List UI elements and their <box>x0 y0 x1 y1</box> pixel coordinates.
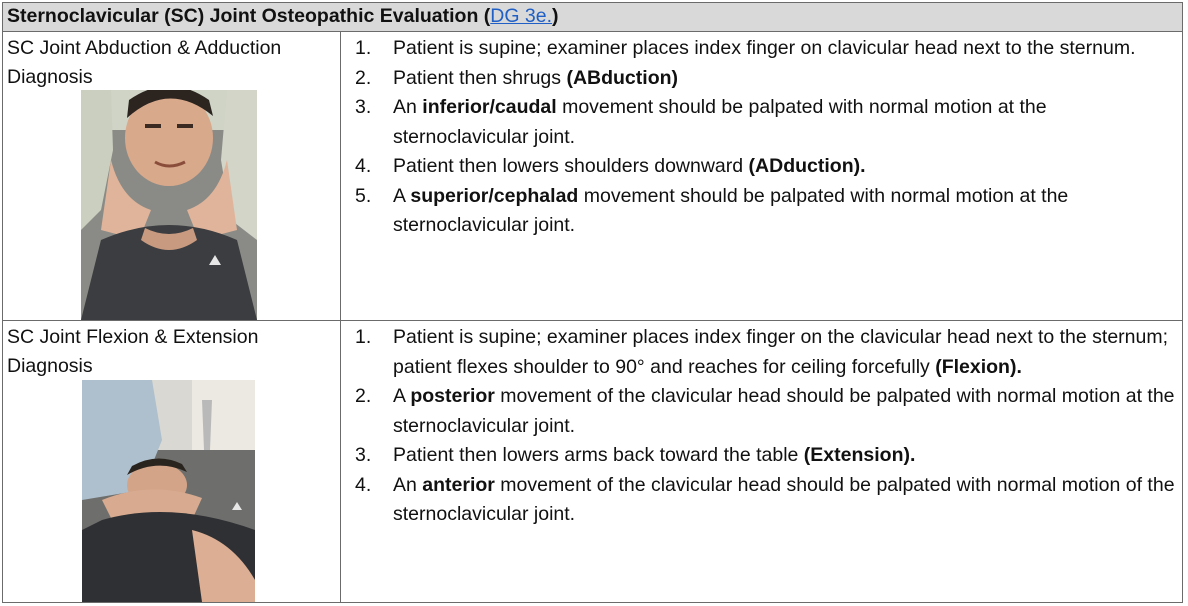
abduction-adduction-steps <box>341 34 1176 241</box>
step-number: 4. <box>355 155 372 177</box>
step-emphasis: inferior/caudal <box>422 96 557 118</box>
step-item <box>341 152 1176 182</box>
step-number: 2. <box>355 385 372 407</box>
step-text: A <box>393 184 411 207</box>
step-emphasis: anterior <box>422 473 495 496</box>
step-emphasis: (ADduction). <box>748 155 866 177</box>
step-item <box>341 323 1176 382</box>
step-text: Patient then lowers shoulders downward <box>393 155 749 177</box>
step-text: movement should be palpated with normal motion at the sternoclavicular joint. <box>393 184 1069 236</box>
step-text: Patient then lowers arms back toward the table <box>393 444 804 466</box>
dg-reference-link[interactable]: DG 3e. <box>490 5 553 27</box>
step-text: Patient is supine; examiner places index finger on the clavicular head next to the sternum; patient flexes shoulder to 90° and reaches for ceiling forcefully <box>393 326 1169 378</box>
step-text: movement should be palpated with normal motion at the sternoclavicular joint. <box>393 96 1047 148</box>
step-text: An <box>393 473 423 496</box>
flexion-extension-steps <box>341 323 1176 530</box>
diagnosis-cell <box>3 321 341 602</box>
step-number: 2. <box>355 66 372 89</box>
diagnosis-cell <box>3 32 341 320</box>
step-item <box>341 471 1176 530</box>
step-text: movement of the clavicular head should be palpated with normal motion of the sternoclavicular joint. <box>393 473 1175 525</box>
step-number: 4. <box>355 473 372 496</box>
steps-cell <box>341 32 1182 320</box>
table-row-abduction-adduction <box>3 32 1182 321</box>
step-item <box>341 182 1176 241</box>
step-number: 3. <box>355 444 372 466</box>
abduction-adduction-photo <box>81 90 257 320</box>
step-emphasis: (Flexion). <box>935 355 1022 378</box>
step-item <box>341 34 1176 64</box>
header-title-prefix: Sternoclavicular (SC) Joint Osteopathic Evaluation ( <box>7 5 491 27</box>
diagnosis-title: SC Joint Abduction & Adduction Diagnosis <box>7 37 282 88</box>
step-number: 1. <box>355 326 372 348</box>
header-title-suffix: ) <box>552 5 559 27</box>
step-item <box>341 93 1176 152</box>
step-number: 5. <box>355 184 372 207</box>
table-header <box>3 3 1182 32</box>
step-emphasis: posterior <box>410 385 495 407</box>
step-item <box>341 382 1176 441</box>
step-item <box>341 441 1176 471</box>
step-emphasis: superior/cephalad <box>410 184 579 207</box>
step-number: 1. <box>355 37 372 59</box>
step-emphasis: (Extension). <box>803 444 916 466</box>
step-text: movement of the clavicular head should be palpated with normal motion at the sternoclavicular joint. <box>393 385 1175 437</box>
steps-cell <box>341 321 1182 602</box>
step-text: An <box>393 96 423 118</box>
diagnosis-title: SC Joint Flexion & Extension Diagnosis <box>7 326 259 377</box>
flexion-extension-photo <box>82 380 255 602</box>
step-text: A <box>393 385 411 407</box>
step-text: Patient is supine; examiner places index finger on clavicular head next to the sternum. <box>393 37 1136 59</box>
step-item <box>341 64 1176 94</box>
step-emphasis: (ABduction) <box>566 66 679 89</box>
step-number: 3. <box>355 96 372 118</box>
evaluation-table <box>2 2 1183 603</box>
step-text: Patient then shrugs <box>393 66 567 89</box>
table-row-flexion-extension <box>3 321 1182 602</box>
